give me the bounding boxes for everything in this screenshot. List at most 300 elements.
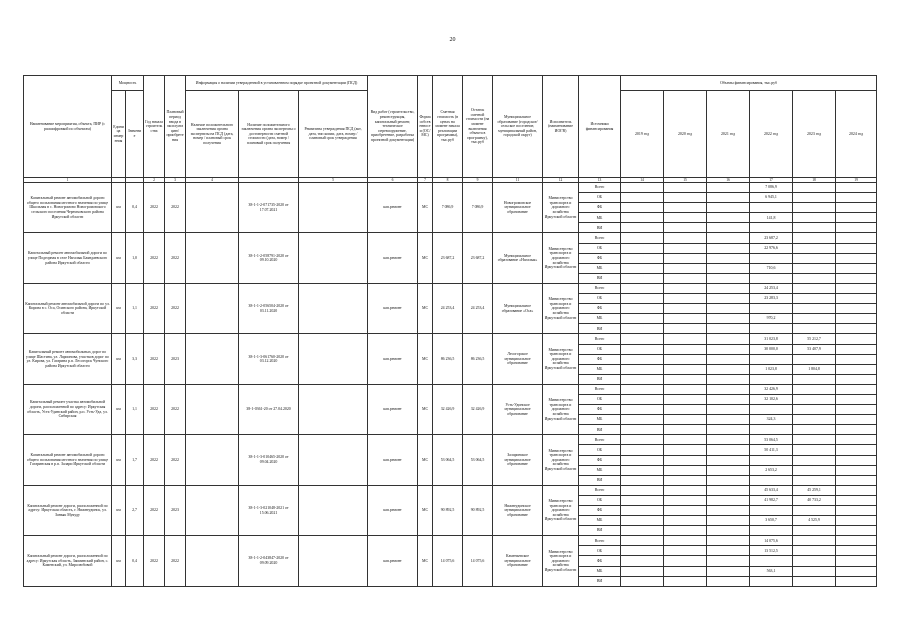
funding-amount: [621, 576, 664, 586]
capacity-value: 1,7: [126, 435, 144, 485]
funding-amount: [664, 465, 707, 475]
funding-amount: [793, 384, 836, 394]
funding-amount: [750, 374, 793, 384]
funding-amount: [793, 374, 836, 384]
end-year: 2022: [165, 536, 186, 586]
funding-source-label: МБ: [579, 516, 621, 526]
funding-amount: [836, 506, 877, 516]
funding-amount: [664, 364, 707, 374]
funding-amount: [664, 263, 707, 273]
funding-amount: 22 976,6: [750, 243, 793, 253]
funding-amount: [621, 263, 664, 273]
ownership: МС: [418, 334, 433, 384]
funding-amount: [664, 243, 707, 253]
funding-amount: [707, 485, 750, 495]
funding-amount: [836, 243, 877, 253]
header-year-2020: 2020 год: [664, 91, 707, 178]
funding-amount: [664, 495, 707, 505]
header-year-end: Плановый период ввода в эксплуатацию/приобретения: [165, 76, 186, 178]
work-type: кап.ремонт: [368, 536, 418, 586]
funding-amount: [621, 374, 664, 384]
object-name: Капитальный ремонт автомобильной дороги по улице Подгорная в селе Нагалык Баяндаевского района Иркутской области: [24, 233, 112, 283]
funding-amount: [707, 203, 750, 213]
funding-source-label: ОБ: [579, 394, 621, 404]
column-number-cell: 15: [664, 178, 707, 183]
estimated-cost: 86 236,5: [433, 334, 463, 384]
funding-source-label: ВИ: [579, 273, 621, 283]
table-row: [24, 233, 877, 243]
municipality: Нижнеудинское муниципальное образование: [493, 485, 543, 535]
funding-amount: [793, 425, 836, 435]
funding-source-label: ОБ: [579, 495, 621, 505]
funding-source-label: ОБ: [579, 445, 621, 455]
funding-amount: [750, 455, 793, 465]
header-expert-positive: Наличие положительного заключения органа экспертизы на ПСД (дата, номер / плановый срок получения: [186, 91, 239, 178]
object-name: Капитальный ремонт автомобильной дороги общего пользования местного значения по улице Школьная в с. Новогромово Новогромовского сельского поселения Черемховского района Иркутской области: [24, 183, 112, 233]
header-year-2024: 2024 год: [836, 91, 877, 178]
funding-amount: [621, 193, 664, 203]
funding-amount: [793, 566, 836, 576]
remaining-cost: 90 892,5: [463, 485, 493, 535]
funding-amount: [664, 536, 707, 546]
work-type: кап.ремонт: [368, 384, 418, 434]
funding-amount: [621, 556, 664, 566]
funding-amount: 3 650,7: [750, 516, 793, 526]
work-type: кап.ремонт: [368, 485, 418, 535]
estimated-cost: 90 892,5: [433, 485, 463, 535]
funding-amount: [793, 354, 836, 364]
funding-amount: 30 000,0: [750, 344, 793, 354]
funding-amount: [750, 354, 793, 364]
table-row: [24, 435, 877, 445]
funding-amount: [707, 394, 750, 404]
start-year: 2022: [144, 283, 165, 333]
funding-amount: [793, 455, 836, 465]
funding-source-label: Всего: [579, 233, 621, 243]
funding-amount: [836, 546, 877, 556]
funding-amount: [836, 516, 877, 526]
column-number-cell: 12: [543, 178, 579, 183]
funding-amount: 4 525,9: [793, 516, 836, 526]
funding-amount: [793, 183, 836, 193]
funding-amount: 41 982,7: [750, 495, 793, 505]
column-number-cell: 1: [24, 178, 112, 183]
table-row: [24, 183, 877, 193]
expertise-info: 38-1-1-2-071735-2020 от 17.07.2021: [239, 183, 299, 233]
funding-amount: [664, 203, 707, 213]
executor: Министерство транспорта и дорожного хозяйства Иркутской области: [543, 233, 579, 283]
ownership: МС: [418, 435, 433, 485]
funding-amount: [750, 576, 793, 586]
funding-amount: [664, 455, 707, 465]
funding-amount: [664, 506, 707, 516]
funding-amount: [707, 526, 750, 536]
column-number-cell: 6: [368, 178, 418, 183]
funding-amount: [836, 445, 877, 455]
funding-amount: [836, 263, 877, 273]
funding-amount: [793, 304, 836, 314]
estimated-cost: 14 075,6: [433, 536, 463, 586]
column-number-cell: 8: [433, 178, 463, 183]
municipality: Заларинское муниципальное образование: [493, 435, 543, 485]
funding-amount: [750, 506, 793, 516]
executor: Министерство транспорта и дорожного хозяйства Иркутской области: [543, 536, 579, 586]
funding-amount: 45 633,4: [750, 485, 793, 495]
funding-source-label: ВИ: [579, 576, 621, 586]
column-number-cell: 3: [165, 178, 186, 183]
expert-positive-cell: [186, 536, 239, 586]
funding-amount: [664, 546, 707, 556]
funding-amount: [664, 475, 707, 485]
funding-amount: [836, 556, 877, 566]
funding-source-label: ВИ: [579, 475, 621, 485]
funding-amount: [793, 223, 836, 233]
funding-amount: [664, 324, 707, 334]
funding-amount: [836, 223, 877, 233]
estimated-cost: 32 426,9: [433, 384, 463, 434]
funding-amount: [664, 304, 707, 314]
funding-amount: [621, 344, 664, 354]
remaining-cost: 24 253,4: [463, 283, 493, 333]
funding-amount: 40 733,2: [793, 495, 836, 505]
expert-positive-cell: [186, 334, 239, 384]
funding-amount: [621, 566, 664, 576]
funding-amount: [750, 253, 793, 263]
funding-amount: [664, 485, 707, 495]
funding-source-label: Всего: [579, 485, 621, 495]
funding-amount: [707, 263, 750, 273]
funding-amount: [836, 435, 877, 445]
remaining-cost: 7 086,9: [463, 183, 493, 233]
start-year: 2022: [144, 435, 165, 485]
funding-amount: [621, 243, 664, 253]
estimated-cost: 23 687,2: [433, 233, 463, 283]
funding-amount: [793, 203, 836, 213]
capacity-value: 1,1: [126, 283, 144, 333]
funding-amount: [707, 304, 750, 314]
funding-amount: 13 512,5: [750, 546, 793, 556]
remaining-cost: 53 064,5: [463, 435, 493, 485]
funding-amount: 710,6: [750, 263, 793, 273]
table-body: [24, 178, 877, 587]
header-funding-group: Объемы финансирования, тыс.руб: [621, 76, 877, 91]
funding-amount: [664, 213, 707, 223]
header-expert-cost: Наличие положительного заключения органа экспертизы о достоверности сметной стоимости (дата, номер / плановый срок получения: [239, 91, 299, 178]
funding-amount: [707, 576, 750, 586]
funding-amount: [836, 334, 877, 344]
header-year-2021: 2021 год: [707, 91, 750, 178]
funding-source-label: Всего: [579, 435, 621, 445]
funding-amount: [836, 364, 877, 374]
funding-amount: 55 212,7: [793, 334, 836, 344]
municipality: Каменьевское муниципальное образование: [493, 536, 543, 586]
funding-amount: [707, 415, 750, 425]
approval-cell: [299, 183, 368, 233]
funding-amount: [707, 314, 750, 324]
funding-amount: [750, 405, 793, 415]
funding-amount: [664, 445, 707, 455]
executor: Министерство транспорта и дорожного хозяйства Иркутской области: [543, 334, 579, 384]
work-type: кап.ремонт: [368, 183, 418, 233]
funding-source-label: Всего: [579, 334, 621, 344]
funding-amount: [793, 475, 836, 485]
header-name: Наименование мероприятия, объекта, ПИР (с расшифровкой по объектам): [24, 76, 112, 178]
funding-amount: [664, 233, 707, 243]
funding-amount: [664, 314, 707, 324]
funding-amount: 1 804,8: [793, 364, 836, 374]
funding-amount: [836, 294, 877, 304]
funding-amount: [621, 405, 664, 415]
funding-amount: [836, 344, 877, 354]
executor: Министерство транспорта и дорожного хозяйства Иркутской области: [543, 485, 579, 535]
funding-amount: [664, 576, 707, 586]
funding-amount: [621, 435, 664, 445]
funding-source-label: ФБ: [579, 304, 621, 314]
funding-amount: [707, 324, 750, 334]
header-year-start: Год начала строительства: [144, 76, 165, 178]
funding-amount: 1 023,8: [750, 364, 793, 374]
executor: Министерство транспорта и дорожного хозяйства Иркутской области: [543, 435, 579, 485]
funding-amount: [621, 314, 664, 324]
funding-amount: [836, 495, 877, 505]
funding-amount: [621, 283, 664, 293]
funding-amount: [621, 415, 664, 425]
funding-amount: [836, 405, 877, 415]
work-type: кап.ремонт: [368, 435, 418, 485]
funding-amount: 6 945,1: [750, 193, 793, 203]
funding-amount: [836, 283, 877, 293]
capacity-value: 2,7: [126, 485, 144, 535]
funding-amount: [707, 294, 750, 304]
table-row: [24, 384, 877, 394]
funding-amount: [707, 566, 750, 576]
funding-amount: [836, 485, 877, 495]
funding-amount: [836, 415, 877, 425]
start-year: 2022: [144, 536, 165, 586]
funding-amount: [750, 425, 793, 435]
funding-amount: [750, 304, 793, 314]
work-type: кап.ремонт: [368, 283, 418, 333]
funding-amount: [707, 445, 750, 455]
funding-amount: [836, 384, 877, 394]
capacity-unit: км: [112, 283, 126, 333]
remaining-cost: 32 426,9: [463, 384, 493, 434]
funding-amount: [793, 243, 836, 253]
approval-cell: [299, 536, 368, 586]
funding-amount: [836, 253, 877, 263]
expert-positive-cell: [186, 183, 239, 233]
approval-cell: [299, 233, 368, 283]
start-year: 2022: [144, 384, 165, 434]
funding-source-label: МБ: [579, 314, 621, 324]
funding-source-label: ФБ: [579, 253, 621, 263]
funding-amount: [836, 183, 877, 193]
funding-amount: [750, 273, 793, 283]
funding-amount: [707, 344, 750, 354]
header-year-2022: 2022 год: [750, 91, 793, 178]
funding-amount: [621, 213, 664, 223]
end-year: 2022: [165, 435, 186, 485]
start-year: 2022: [144, 485, 165, 535]
funding-source-label: Всего: [579, 283, 621, 293]
funding-amount: [707, 223, 750, 233]
funding-amount: [664, 223, 707, 233]
capacity-value: 0,4: [126, 536, 144, 586]
funding-source-label: ВИ: [579, 374, 621, 384]
funding-source-label: МБ: [579, 415, 621, 425]
funding-source-label: Всего: [579, 183, 621, 193]
funding-amount: [621, 384, 664, 394]
funding-amount: [793, 576, 836, 586]
funding-source-label: ВИ: [579, 425, 621, 435]
funding-amount: [836, 536, 877, 546]
funding-source-label: МБ: [579, 566, 621, 576]
funding-amount: [707, 435, 750, 445]
funding-amount: [621, 223, 664, 233]
funding-amount: [793, 506, 836, 516]
capacity-value: 1,0: [126, 233, 144, 283]
funding-amount: [836, 566, 877, 576]
ownership: МС: [418, 233, 433, 283]
municipality: Усть-Удинское муниципальное образование: [493, 384, 543, 434]
remaining-cost: 86 236,5: [463, 334, 493, 384]
remaining-cost: 14 075,6: [463, 536, 493, 586]
funding-amount: [621, 203, 664, 213]
funding-amount: 32 426,9: [750, 384, 793, 394]
column-number-cell: 18: [793, 178, 836, 183]
table-row: [24, 536, 877, 546]
funding-amount: [664, 516, 707, 526]
end-year: 2022: [165, 283, 186, 333]
header-year-2023: 2023 год: [793, 91, 836, 178]
funding-amount: [621, 536, 664, 546]
funding-amount: [836, 475, 877, 485]
funding-amount: [793, 193, 836, 203]
capacity-unit: км: [112, 435, 126, 485]
header-year-2019: 2019 год: [621, 91, 664, 178]
funding-amount: [836, 526, 877, 536]
work-type: кап.ремонт: [368, 233, 418, 283]
funding-amount: 50 411,3: [750, 445, 793, 455]
funding-amount: [664, 394, 707, 404]
funding-amount: [664, 425, 707, 435]
table-row: [24, 485, 877, 495]
expert-positive-cell: [186, 485, 239, 535]
expertise-info: 38-1-1-2-056504-2020 от 03.11.2020: [239, 283, 299, 333]
funding-amount: [707, 273, 750, 283]
object-name: Капитальный ремонт дороги, расположенной по адресу: Иркутская область, Заиминский район, с. Каменский, ул. Миролюбовой: [24, 536, 112, 586]
remaining-cost: 23 687,2: [463, 233, 493, 283]
ownership: МС: [418, 384, 433, 434]
funding-amount: [707, 465, 750, 475]
funding-amount: [793, 283, 836, 293]
funding-amount: [707, 283, 750, 293]
approval-cell: [299, 435, 368, 485]
funding-amount: [707, 233, 750, 243]
funding-amount: [664, 374, 707, 384]
funding-amount: [707, 374, 750, 384]
expert-positive-cell: [186, 283, 239, 333]
header-sources: Источники финансирования: [579, 76, 621, 178]
funding-amount: [836, 193, 877, 203]
municipality: Новогромовское муниципальное образование: [493, 183, 543, 233]
start-year: 2022: [144, 183, 165, 233]
funding-source-label: ФБ: [579, 203, 621, 213]
column-number-cell: 9: [463, 178, 493, 183]
column-number-cell: 2: [144, 178, 165, 183]
funding-amount: [621, 455, 664, 465]
start-year: 2022: [144, 334, 165, 384]
header-unit: Единица измерения: [112, 91, 126, 178]
funding-amount: [750, 556, 793, 566]
funding-amount: [707, 364, 750, 374]
funding-amount: [793, 526, 836, 536]
funding-amount: [621, 304, 664, 314]
funding-amount: [664, 405, 707, 415]
funding-amount: [836, 314, 877, 324]
funding-amount: [707, 475, 750, 485]
funding-amount: 32 102,6: [750, 394, 793, 404]
funding-amount: [707, 213, 750, 223]
header-docs-group: Информация о наличии утвержденной в установленном порядке проектной документации (ПСД): [186, 76, 368, 91]
funding-amount: [664, 294, 707, 304]
funding-amount: 141,8: [750, 213, 793, 223]
header-executor: Исполнитель (наименование ИОГВ): [543, 76, 579, 178]
funding-amount: [707, 384, 750, 394]
funding-amount: [836, 576, 877, 586]
funding-source-label: ФБ: [579, 455, 621, 465]
funding-source-label: ФБ: [579, 405, 621, 415]
funding-amount: [707, 546, 750, 556]
funding-amount: [836, 425, 877, 435]
capacity-value: 0,4: [126, 183, 144, 233]
column-number-cell: 4: [186, 178, 239, 183]
header-municipality: Муниципальное образование (городское/сельское поселение, муниципальный район, городской округ): [493, 76, 543, 178]
expertise-info: 38-1-1-2-043847-2020 от 09.09.2020: [239, 536, 299, 586]
estimated-cost: 7 086,9: [433, 183, 463, 233]
approval-cell: [299, 334, 368, 384]
funding-amount: [621, 526, 664, 536]
column-number-cell: 19: [836, 178, 877, 183]
header-work-type: Вид работ (строительство, реконструкция, капитальный ремонт, техническое перевооружение, приобретение, разработка проектной документации): [368, 76, 418, 178]
funding-amount: [793, 415, 836, 425]
funding-amount: [621, 546, 664, 556]
funding-source-label: ФБ: [579, 506, 621, 516]
column-number-cell: 11: [493, 178, 543, 183]
funding-source-label: Всего: [579, 384, 621, 394]
funding-amount: [707, 334, 750, 344]
funding-source-label: ОБ: [579, 546, 621, 556]
header-approval: Реквизиты утверждения ПСД (акт, дата, тип копии, дата, номер / плановый срок утверждения: [299, 91, 368, 178]
funding-amount: [707, 536, 750, 546]
funding-amount: [793, 556, 836, 566]
funding-amount: [621, 495, 664, 505]
funding-amount: [750, 203, 793, 213]
funding-amount: [707, 506, 750, 516]
capacity-unit: км: [112, 384, 126, 434]
funding-amount: [793, 405, 836, 415]
funding-amount: [621, 354, 664, 364]
executor: Министерство транспорта и дорожного хозяйства Иркутской области: [543, 384, 579, 434]
funding-amount: 324,3: [750, 415, 793, 425]
funding-amount: [793, 435, 836, 445]
capacity-unit: км: [112, 536, 126, 586]
funding-source-label: ВИ: [579, 526, 621, 536]
funding-amount: [750, 475, 793, 485]
expertise-info: 38-1-1-3-010465-2020 от 09.04.2020: [239, 435, 299, 485]
ownership: МС: [418, 183, 433, 233]
funding-amount: 53 407,9: [793, 344, 836, 354]
